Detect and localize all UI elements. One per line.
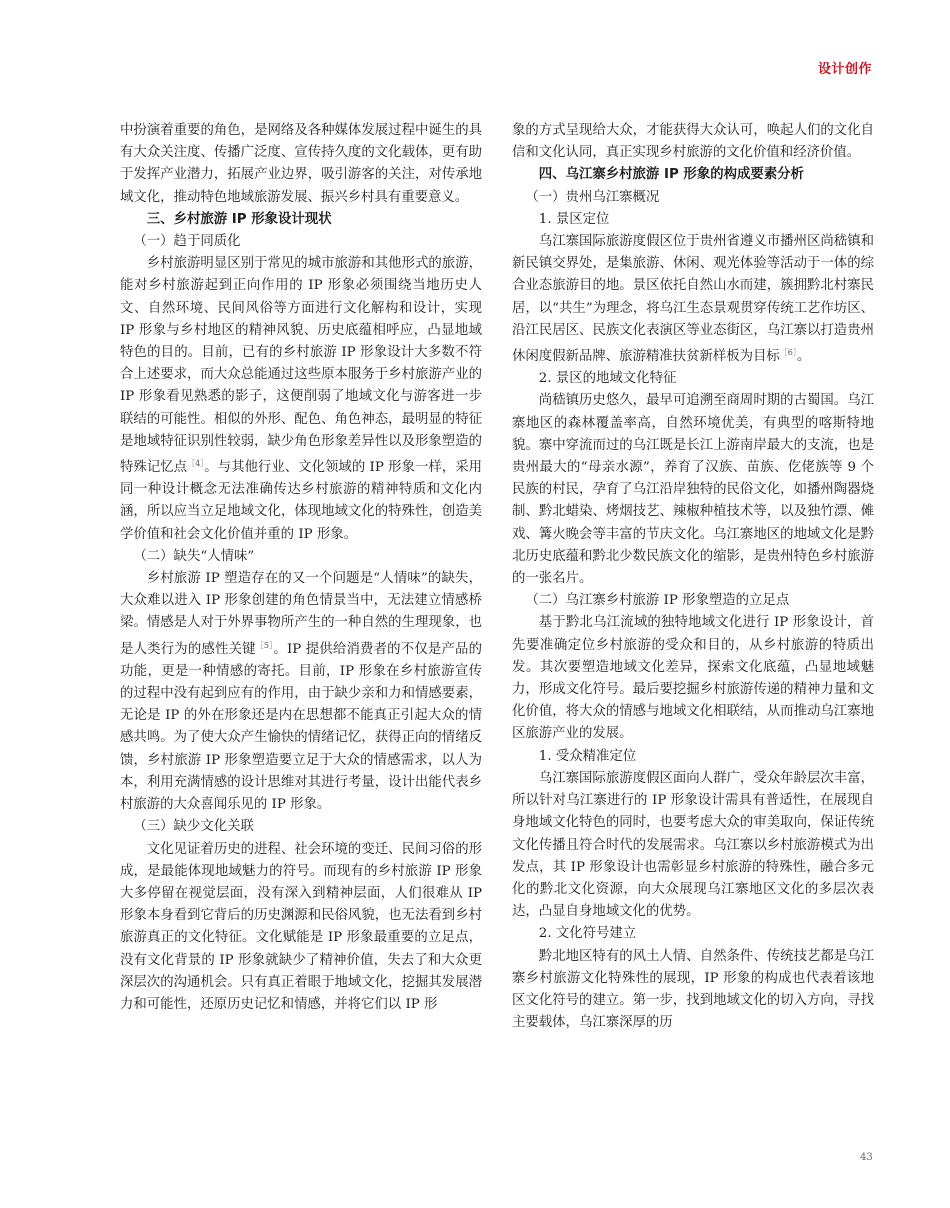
- section-heading: 四、乌江寨乡村旅游 IP 形象的构成要素分析: [538, 167, 804, 183]
- paragraph-text: 。: [796, 349, 811, 365]
- sub-subsection-heading: 1. 受众精准定位: [538, 748, 637, 764]
- subsection-heading: （二）乌江寨乡村旅游 IP 形象塑造的立足点: [525, 593, 790, 609]
- paragraph: 基于黔北乌江流域的独特地域文化进行 IP 形象设计，首先要准确定位乡村旅游的受众和目的，从乡村旅游的特质出发。其次要塑造地域文化差异，探索文化底蕴，凸显地域魅力，形成文化符号。最后要挖掘乡村旅游传递的精神力量和文化价值，将大众的情感与地域文化相联结，从而推动乌江寨地区旅游产业的发展。: [512, 615, 874, 742]
- section-heading: 三、乡村旅游 IP 形象设计现状: [146, 211, 332, 227]
- citation-ref: ［4］: [187, 459, 205, 469]
- paragraph: [120, 568, 482, 816]
- page-number: 43: [860, 1152, 873, 1163]
- paragraph: [120, 253, 482, 546]
- paragraph-text: 乡村旅游 IP 塑造存在的又一个问题是“人情味”的缺失，大众难以进入 IP 形象创建的角色情景当中，无法建立情感桥梁。情感是人对于外界事物所产生的一种自然的生理现象，也是人类行为的感性关键: [120, 571, 482, 657]
- citation-ref: ［6］: [779, 348, 797, 358]
- section-header: 设计创作: [817, 62, 872, 77]
- paragraph: 黔北地区特有的风土人情、自然条件、传统技艺都是乌江寨乡村旅游文化特殊性的展现，IP 形象的构成也代表着该地区文化符号的建立。第一步，找到地域文化的切入方向，寻找主要载体，乌江寨深厚的历: [512, 948, 874, 1031]
- sub-subsection-heading: 2. 文化符号建立: [538, 926, 637, 942]
- paragraph: 乌江寨国际旅游度假区面向人群广，受众年龄层次丰富，所以针对乌江寨进行的 IP 形象设计需具有普适性，在展现自身地域文化特色的同时，也要考虑大众的审美取向，保证传统文化传播且符合时代的发展需求。乌江寨以乡村旅游模式为出发点，其 IP 形象设计也需彰显乡村旅游的特殊性，融合多元化的黔北文化资源，向大众展现乌江寨地区文化的多层次表达，凸显自身地域文化的优势。: [512, 770, 874, 920]
- paragraph: 尚嵇镇历史悠久，最早可追溯至商周时期的古蜀国。乌江寨地区的森林覆盖率高，自然环境优美，有典型的喀斯特地貌。寨中穿流而过的乌江既是长江上游南岸最大的支流，也是贵州最大的“母亲水源”，养育了汉族、苗族、仡佬族等 9 个民族的村民，孕育了乌江沿岸独特的民俗文化，如播州陶器烧制、黔北蜡染、烤烟技艺、辣椒种植技术等，以及独竹漂、傩戏、篝火晚会等丰富的节庆文化。乌江寨地区的地域文化是黔北历史底蕴和黔北少数民族文化的缩影，是贵州特色乡村旅游的一张名片。: [512, 393, 874, 587]
- right-column: [512, 120, 874, 1034]
- paragraph: 中扮演着重要的角色，是网络及各种媒体发展过程中诞生的具有大众关注度、传播广泛度、宣传持久度的文化载体，更有助于发挥产业潜力，拓展产业边界，吸引游客的关注，对传承地域文化，推动特色地域旅游发展、振兴乡村具有重要意义。: [120, 123, 482, 205]
- paragraph-text: 。IP 提供给消费者的不仅是产品的功能，更是一种情感的寄托。目前，IP 形象在乡村旅游宣传的过程中没有起到应有的作用，由于缺少亲和力和情感要素，无论是 IP 的外在形象还是内在思想都不能真正引起大众的情感共鸣。为了使大众产生愉快的情绪记忆，获得正向的情绪反馈，乡村旅游 IP 形象塑造要立足于大众的情感需求，以人为本，利用充满情感的设计思维对其进行考量，设计出能代表乡村旅游的大众喜闻乐见的 IP 形象。: [120, 641, 483, 813]
- paragraph-text: 。与其他行业、文化领域的 IP 形象一样，采用同一种设计概念无法准确传达乡村旅游的精神特质和文化内涵，所以应当立足地域文化，体现地域文化的特殊性，创造美学价值和社会文化价值并重的 IP 形象。: [120, 460, 483, 542]
- subsection-heading: （二）缺失“人情味”: [133, 548, 255, 564]
- paragraph: [512, 231, 874, 368]
- subsection-heading: （一）贵州乌江寨概况: [525, 189, 660, 205]
- paragraph: 象的方式呈现给大众，才能获得大众认可，唤起人们的文化自信和文化认同，真正实现乡村旅游的文化价值和经济价值。: [512, 123, 874, 161]
- paragraph-text: 乡村旅游明显区别于常见的城市旅游和其他形式的旅游，能对乡村旅游起到正向作用的 IP 形象必须围绕当地历史人文、自然环境、民间风俗等方面进行文化解构和设计，实现 IP 形象与乡村地区的精神风貌、历史底蕴相呼应，凸显地域特色的目的。目前，已有的乡村旅游 IP 形象设计大多数不符合上述要求，而大众总能通过这些原本服务于乡村旅游产业的 IP 形象看见熟悉的影子，这便削弱了地域文化与游客进一步联结的可能性。相似的外形、配色、角色神态，最明显的特征是地域特征识别性较弱，缺少角色形象差异性以及形象塑造的特殊记忆点: [120, 256, 482, 476]
- citation-ref: ［5］: [255, 640, 274, 650]
- subsection-heading: （一）趋于同质化: [133, 234, 241, 250]
- paragraph: 文化见证着历史的进程、社会环境的变迁、民间习俗的形成，是最能体现地域魅力的符号。而现有的乡村旅游 IP 形象大多停留在视觉层面，没有深入到精神层面，人们很难从 IP 形象本身看到它背后的历史渊源和民俗风貌，也无法看到乡村旅游真正的文化特征。文化赋能是 IP 形象最重要的立足点，没有文化背景的 IP 形象就缺少了精神价值，失去了和大众更深层次的沟通机会。只有真正着眼于地域文化，挖掘其发展潜力和可能性，还原历史记忆和情感，并将它们以 IP 形: [120, 841, 482, 1012]
- sub-subsection-heading: 1. 景区定位: [538, 211, 610, 227]
- paragraph-text: 乌江寨国际旅游度假区位于贵州省遵义市播州区尚嵇镇和新民镇交界处，是集旅游、休闲、观光体验等活动于一体的综合业态旅游目的地。景区依托自然山水而建，簇拥黔北村寨民居，以“共生”为理念，将乌江生态景观贯穿传统工艺作坊区、沿江民居区、民族文化表演区等业态街区，乌江寨以打造贵州休闲度假新品牌、旅游精准扶贫新样板为目标: [512, 234, 874, 365]
- left-column: [120, 120, 482, 1016]
- subsection-heading: （三）缺少文化关联: [133, 819, 254, 835]
- sub-subsection-heading: 2. 景区的地域文化特征: [538, 371, 677, 387]
